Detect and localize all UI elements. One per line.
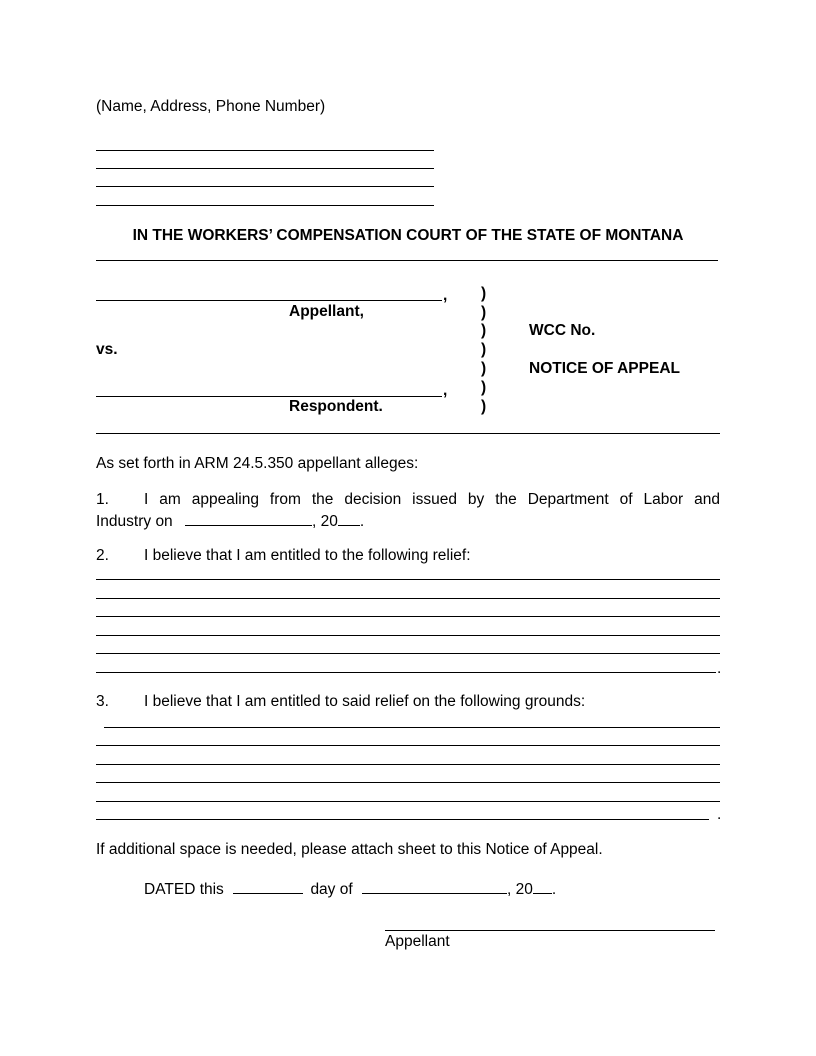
vs-label: vs. <box>96 341 118 358</box>
item2-text: I believe that I am entitled to the following relief: <box>144 547 471 564</box>
item1-industry-prefix: Industry on <box>96 513 173 530</box>
item1-word: issued <box>412 491 457 508</box>
caption-paren: ) <box>481 304 487 321</box>
additional-space-note: If additional space is needed, please attach sheet to this Notice of Appeal. <box>96 841 603 858</box>
caption-paren: ) <box>481 360 487 377</box>
item1-word: appealing <box>191 491 259 508</box>
relief-line[interactable] <box>96 653 720 654</box>
dated-prefix: DATED this <box>144 881 224 898</box>
item1-word: Labor <box>643 491 684 508</box>
item1-word: decision <box>344 491 402 508</box>
caption-paren: ) <box>481 398 487 415</box>
appellant-comma: , <box>443 287 448 304</box>
item1-number: 1. <box>96 491 109 508</box>
item1-word: am <box>159 491 181 508</box>
relief-line[interactable] <box>96 635 720 636</box>
grounds-line[interactable] <box>104 727 720 728</box>
grounds-line[interactable] <box>96 764 720 765</box>
caption-rule <box>96 433 720 434</box>
document-title: NOTICE OF APPEAL <box>529 360 680 377</box>
item1-word: I <box>144 491 149 508</box>
relief-line[interactable] <box>96 672 716 673</box>
item1-word: from <box>269 491 301 508</box>
dated-end: . <box>551 881 557 898</box>
court-title: IN THE WORKERS’ COMPENSATION COURT OF THE STATE OF MONTANA <box>132 227 684 244</box>
item1-word: the <box>311 491 334 508</box>
respondent-comma: , <box>443 382 448 399</box>
title-rule <box>96 260 718 261</box>
item3-text: I believe that I am entitled to said relief on the following grounds: <box>144 693 586 710</box>
item1-year-prefix: , 20 <box>312 513 338 530</box>
signature-label: Appellant <box>385 933 450 950</box>
contact-line-3[interactable] <box>96 186 434 187</box>
item1-text-line2 <box>96 511 364 530</box>
dated-year-prefix: , 20 <box>506 881 533 898</box>
item2-number: 2. <box>96 547 109 564</box>
relief-line[interactable] <box>96 598 720 599</box>
dated-year-field[interactable] <box>533 879 552 894</box>
caption-paren: ) <box>481 322 487 339</box>
grounds-line[interactable] <box>96 745 720 746</box>
caption-paren: ) <box>481 341 487 358</box>
dated-day-field[interactable] <box>233 879 303 894</box>
appellant-label: Appellant, <box>289 303 364 320</box>
dated-day-of: day of <box>310 881 353 898</box>
contact-line-4[interactable] <box>96 205 434 206</box>
dated-line <box>144 879 556 898</box>
grounds-line[interactable] <box>96 819 709 820</box>
dated-month-field[interactable] <box>362 879 507 894</box>
grounds-line[interactable] <box>96 801 720 802</box>
item1-word: Department <box>527 491 609 508</box>
relief-line[interactable] <box>96 579 720 580</box>
contact-line-2[interactable] <box>96 168 434 169</box>
item1-end: . <box>359 513 365 530</box>
item1-word: by <box>467 491 485 508</box>
item1-word: and <box>694 491 720 508</box>
item1-word: the <box>495 491 517 508</box>
relief-line[interactable] <box>96 616 720 617</box>
contact-line-1[interactable] <box>96 150 434 151</box>
item3-number: 3. <box>96 693 109 710</box>
item1-date-field[interactable] <box>185 511 312 526</box>
appellant-name-line[interactable] <box>96 300 442 301</box>
caption-paren: ) <box>481 379 487 396</box>
item3-end: . <box>717 806 722 823</box>
respondent-label: Respondent. <box>289 398 383 415</box>
wcc-number-label: WCC No. <box>529 322 596 339</box>
item1-word: of <box>619 491 633 508</box>
caption-paren: ) <box>481 285 487 302</box>
item1-text-line1 <box>144 492 720 508</box>
item1-year-field[interactable] <box>338 511 360 526</box>
contact-info-label: (Name, Address, Phone Number) <box>96 98 326 115</box>
item2-end: . <box>717 660 722 677</box>
signature-line[interactable] <box>385 930 715 931</box>
respondent-name-line[interactable] <box>96 396 442 397</box>
grounds-line[interactable] <box>96 782 720 783</box>
intro-text: As set forth in ARM 24.5.350 appellant alleges: <box>96 455 419 472</box>
